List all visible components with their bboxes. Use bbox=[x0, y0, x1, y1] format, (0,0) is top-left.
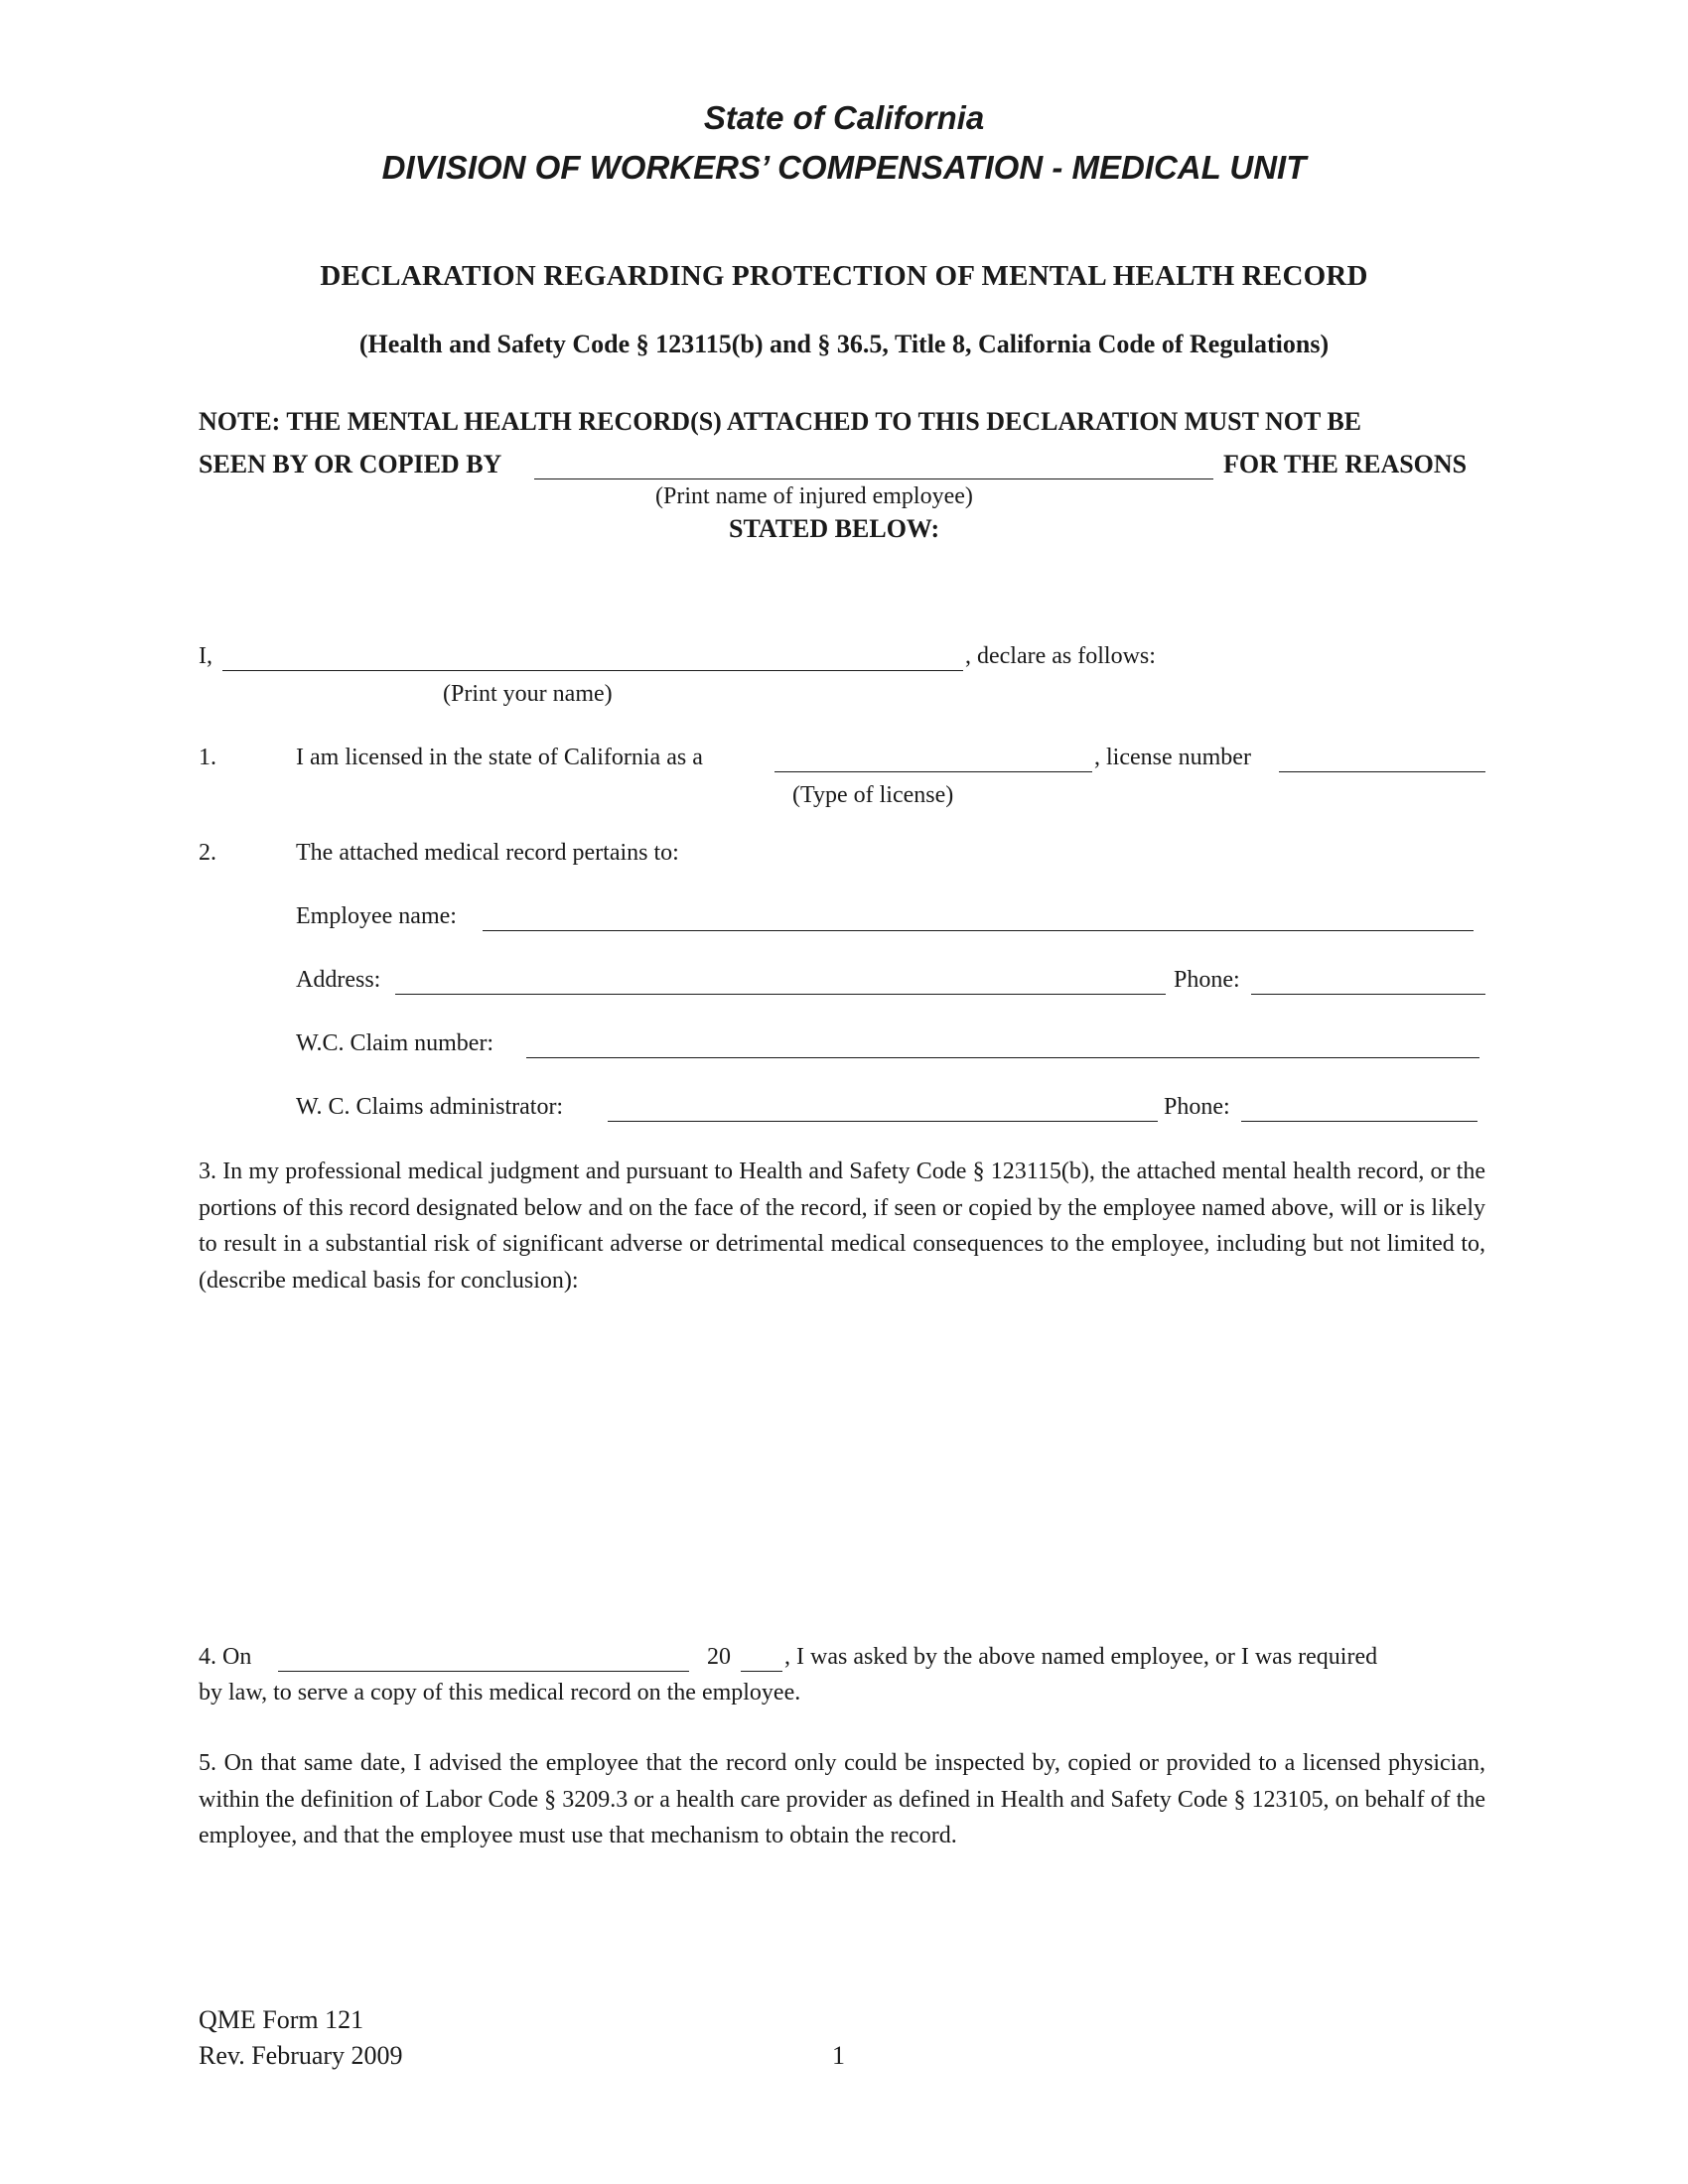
declarant-name-field[interactable] bbox=[222, 670, 963, 671]
item2-number: 2. bbox=[199, 840, 216, 866]
note-line-2-suffix: FOR THE REASONS bbox=[1223, 450, 1468, 478]
note-line-2-prefix: SEEN BY OR COPIED BY bbox=[199, 450, 502, 478]
declarant-caption: (Print your name) bbox=[443, 681, 613, 707]
license-type-field[interactable] bbox=[774, 771, 1092, 772]
item4-line2: by law, to serve a copy of this medical record on the employee. bbox=[199, 1680, 801, 1706]
year-prefix: 20 bbox=[707, 1644, 731, 1670]
license-type-caption: (Type of license) bbox=[792, 782, 954, 808]
form-subtitle: (Health and Safety Code § 123115(b) and § 36.5, Title 8, California Code of Regulations) bbox=[358, 330, 1330, 358]
item5-paragraph: 5. On that same date, I advised the employee that the record only could be inspected by, copied or provided to a licensed physician, within the definition of Labor Code § 3209.3 or a health care provider as defined in Health and Safety Code § 123105, on behalf of the employee, and that the employee must use that mechanism to obtain the record. bbox=[199, 1750, 1485, 1848]
address-field[interactable] bbox=[395, 994, 1166, 995]
item1-number: 1. bbox=[199, 745, 216, 770]
note-line-1: NOTE: THE MENTAL HEALTH RECORD(S) ATTACHED TO THIS DECLARATION MUST NOT BE bbox=[199, 407, 1362, 436]
declarant-suffix: , declare as follows: bbox=[965, 643, 1156, 669]
claim-number-field[interactable] bbox=[526, 1057, 1479, 1058]
admin-phone-field[interactable] bbox=[1241, 1121, 1477, 1122]
claim-number-label: W.C. Claim number: bbox=[296, 1030, 494, 1056]
item3-paragraph: 3. In my professional medical judgment and pursuant to Health and Safety Code § 123115(b), the attached mental health record, or the portions of this record designated below and on the face of the record, if seen or copied by the employee named above, will or is likely to result in a substantial risk of significant adverse or detrimental medical consequences to the employee, including but not limited to, (describe medical basis for conclusion): bbox=[199, 1159, 1485, 1294]
division-heading: DIVISION OF WORKERS’ COMPENSATION - MEDICAL UNIT bbox=[381, 149, 1307, 186]
employee-name-field[interactable] bbox=[483, 930, 1474, 931]
claims-admin-label: W. C. Claims administrator: bbox=[296, 1094, 564, 1120]
injured-employee-name-field[interactable] bbox=[534, 478, 1213, 479]
item4-line1-rest: , I was asked by the above named employee, or I was required bbox=[784, 1644, 1378, 1670]
license-number-field[interactable] bbox=[1279, 771, 1485, 772]
date-field[interactable] bbox=[278, 1671, 689, 1672]
declarant-prefix: I, bbox=[199, 643, 212, 669]
license-number-label: , license number bbox=[1094, 745, 1251, 770]
phone-label: Phone: bbox=[1174, 967, 1240, 993]
form-name: QME Form 121 bbox=[199, 2005, 364, 2034]
phone-field[interactable] bbox=[1251, 994, 1485, 995]
stated-below: STATED BELOW: bbox=[729, 514, 940, 543]
employee-name-label: Employee name: bbox=[296, 903, 457, 929]
address-label: Address: bbox=[296, 967, 381, 993]
claims-admin-field[interactable] bbox=[608, 1121, 1158, 1122]
admin-phone-label: Phone: bbox=[1164, 1094, 1230, 1120]
medical-basis-area[interactable] bbox=[199, 1310, 1485, 1608]
item1-text: I am licensed in the state of California as a bbox=[296, 745, 703, 770]
form-revision: Rev. February 2009 bbox=[199, 2041, 403, 2070]
year-field[interactable] bbox=[741, 1671, 782, 1672]
state-heading: State of California bbox=[703, 99, 985, 136]
page-number: 1 bbox=[832, 2041, 845, 2070]
item4-prefix: 4. On bbox=[199, 1644, 252, 1670]
item2-text: The attached medical record pertains to: bbox=[296, 840, 679, 866]
injured-employee-caption: (Print name of injured employee) bbox=[655, 483, 973, 509]
form-title: DECLARATION REGARDING PROTECTION OF MENTAL HEALTH RECORD bbox=[320, 260, 1368, 292]
